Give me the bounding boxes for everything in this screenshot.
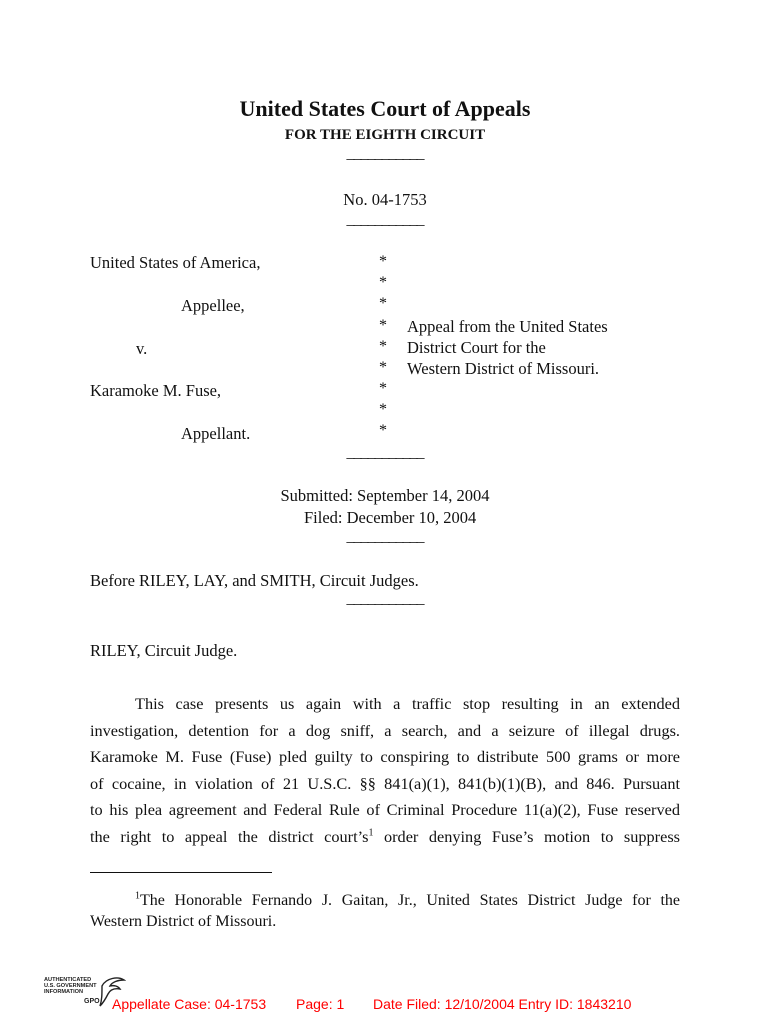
footer-filed: Date Filed: 12/10/2004 Entry ID: 1843210 (373, 996, 632, 1012)
footnote-text: Western District of Missouri. (90, 913, 277, 930)
appeal-line: District Court for the (407, 338, 546, 357)
case-number: No. 04-1753 (343, 190, 427, 209)
court-title: United States Court of Appeals (239, 96, 531, 121)
footnote-text: The Honorable Fernando J. Gaitan, Jr., United States District Judge for the (140, 892, 680, 909)
panel-judges: Before RILEY, LAY, and SMITH, Circuit Judges. (90, 571, 419, 590)
paragraph-line: Karamoke M. Fuse (Fuse) pled guilty to conspiring to distribute 500 grams or more (90, 747, 680, 766)
separator-rule: ___________ (346, 145, 424, 162)
plaintiff-name: United States of America, (90, 253, 261, 272)
caption-star: * (379, 253, 387, 270)
plaintiff-role: Appellee, (181, 296, 245, 315)
versus: v. (136, 339, 148, 358)
footnote-reference[interactable]: 1 (368, 827, 374, 839)
filing-footer (0, 996, 770, 1016)
footnote-divider (90, 872, 272, 873)
circuit-name: FOR THE EIGHTH CIRCUIT (284, 127, 486, 143)
paragraph-line: to his plea agreement and Federal Rule of Criminal Procedure 11(a)(2), Fuse reserved (90, 800, 680, 819)
submitted-date: Submitted: September 14, 2004 (280, 486, 490, 505)
appeal-line: Western District of Missouri. (407, 359, 600, 378)
caption-star: * (379, 422, 387, 439)
last-line-text: order denying Fuse’s motion to suppress (373, 826, 680, 846)
caption-star: * (379, 359, 387, 376)
caption-star: * (379, 380, 387, 397)
footnote-number: 1 (135, 890, 140, 902)
paragraph-line: of cocaine, in violation of 21 U.S.C. §§ 841(a)(1), 841(b)(1)(B), and 846. Pursuant (90, 773, 680, 793)
defendant-name: Karamoke M. Fuse, (90, 381, 222, 400)
paragraph-line: This case presents us again with a traffic stop resulting in an extended (135, 694, 680, 713)
caption-star: * (379, 295, 387, 312)
separator-rule: ___________ (346, 528, 424, 545)
opinion-author: RILEY, Circuit Judge. (90, 641, 238, 660)
logo-text: INFORMATION (44, 989, 84, 995)
last-line-text: the right to appeal the district court’s (90, 826, 369, 846)
defendant-role: Appellant. (181, 424, 251, 443)
footer-case: Appellate Case: 04-1753 (112, 996, 267, 1012)
paragraph-line-last (90, 824, 680, 851)
logo-text: AUTHENTICATED (44, 977, 92, 983)
caption-star: * (379, 338, 387, 355)
caption-star: * (379, 317, 387, 334)
filed-date: Filed: December 10, 2004 (304, 508, 477, 527)
separator-rule: ___________ (346, 590, 424, 607)
caption-star: * (379, 274, 387, 291)
footnote (90, 890, 680, 932)
footer-page: Page: 1 (296, 996, 345, 1012)
separator-rule: ___________ (346, 211, 424, 228)
separator-rule: ___________ (346, 444, 424, 461)
logo-text: U.S. GOVERNMENT (44, 983, 97, 989)
opinion-paragraph (90, 691, 680, 850)
logo-text: GPO (84, 998, 100, 1005)
caption-star: * (379, 401, 387, 418)
paragraph-line: investigation, detention for a dog sniff, a search, and a seizure of illegal drugs. (90, 720, 680, 740)
appeal-line: Appeal from the United States (407, 317, 608, 336)
